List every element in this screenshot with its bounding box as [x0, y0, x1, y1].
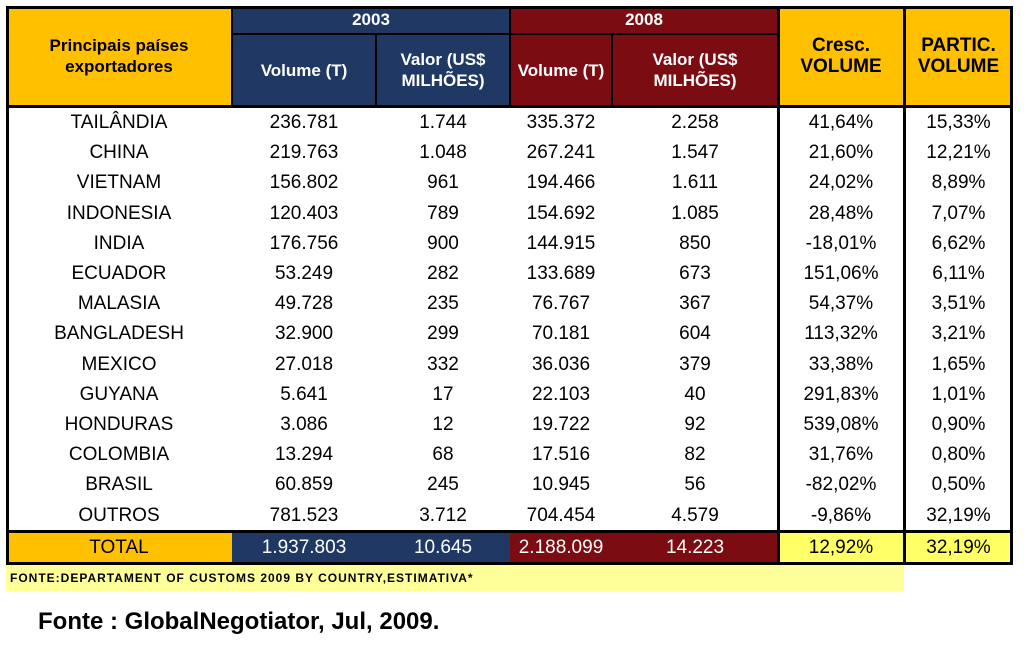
border-year: [232, 33, 778, 35]
cell-country: MEXICO: [81, 353, 157, 375]
total-partic: 32,19%: [904, 532, 1013, 564]
header-valor-2008: Valor (US$ MILHÕES): [612, 34, 778, 106]
cell-valor-2003: 12: [432, 414, 454, 436]
cell-volume-2008: 22.103: [531, 383, 591, 405]
cell-partic: 7,07%: [931, 202, 986, 224]
cell-valor-2003: 245: [427, 474, 459, 496]
cell-valor-2003: 1.048: [419, 142, 467, 164]
source-note: FONTE:DEPARTAMENT OF CUSTOMS 2009 BY COUNTRY,ESTIMATIVA*: [6, 565, 904, 591]
cell-volume-2003: 156.802: [269, 172, 339, 194]
cell-valor-2003: 3.712: [419, 504, 467, 526]
cell-partic: 1,01%: [931, 383, 986, 405]
cell-country: OUTROS: [78, 504, 160, 526]
cell-volume-2003: 781.523: [269, 504, 339, 526]
cell-volume-2003: 49.728: [274, 293, 334, 315]
cell-valor-2003: 332: [427, 353, 459, 375]
cell-valor-2008: 673: [679, 263, 711, 285]
cell-cresc: 24,02%: [808, 172, 874, 194]
cell-country: VIETNAM: [76, 172, 162, 194]
cell-volume-2003: 219.763: [269, 142, 339, 164]
total-valor-2008: 14.223: [612, 532, 778, 564]
cell-country: COLOMBIA: [68, 444, 170, 466]
cell-volume-2008: 335.372: [526, 112, 596, 134]
cell-volume-2008: 144.915: [526, 232, 596, 254]
cell-country: BANGLADESH: [54, 323, 184, 345]
cell-valor-2008: 2.258: [671, 112, 719, 134]
cell-cresc: 291,83%: [803, 383, 879, 405]
border-col1-header: [231, 6, 233, 108]
cell-valor-2008: 82: [684, 444, 706, 466]
header-partic-volume: PARTIC. VOLUME: [904, 6, 1013, 106]
cell-volume-2008: 19.722: [531, 414, 591, 436]
cell-cresc: 41,64%: [808, 112, 874, 134]
cell-volume-2008: 154.692: [526, 202, 596, 224]
cell-cresc: 54,37%: [808, 293, 874, 315]
cell-volume-2003: 13.294: [274, 444, 334, 466]
header-country: Principais países exportadores: [6, 6, 232, 106]
cell-valor-2008: 1.611: [671, 172, 719, 194]
cell-valor-2008: 92: [684, 414, 706, 436]
total-label: TOTAL: [6, 532, 232, 564]
cell-valor-2008: 4.579: [671, 504, 719, 526]
cell-valor-2008: 1.547: [671, 142, 719, 164]
cell-cresc: -9,86%: [810, 504, 872, 526]
cell-volume-2003: 3.086: [280, 414, 328, 436]
cell-cresc: -18,01%: [805, 232, 877, 254]
cell-valor-2003: 282: [427, 263, 459, 285]
cell-volume-2003: 53.249: [274, 263, 334, 285]
cell-valor-2003: 900: [427, 232, 459, 254]
total-volume-2003: 1.937.803: [232, 532, 376, 564]
cell-cresc: 113,32%: [804, 323, 878, 345]
cell-valor-2003: 789: [427, 202, 459, 224]
cell-volume-2003: 32.900: [274, 323, 334, 345]
cell-partic: 6,11%: [932, 263, 985, 285]
total-volume-2008: 2.188.099: [510, 532, 612, 564]
border-col3-header: [509, 6, 511, 108]
cell-partic: 3,51%: [931, 293, 986, 315]
header-valor-2003: Valor (US$ MILHÕES): [376, 34, 510, 106]
cell-country: GUYANA: [79, 383, 159, 405]
cell-volume-2008: 704.454: [526, 504, 596, 526]
cell-partic: 6,62%: [931, 232, 986, 254]
cell-country: ECUADOR: [71, 263, 167, 285]
cell-country: INDONESIA: [66, 202, 172, 224]
cell-volume-2008: 70.181: [531, 323, 591, 345]
cell-volume-2003: 120.403: [269, 202, 339, 224]
cell-valor-2008: 850: [679, 232, 711, 254]
cell-partic: 8,89%: [931, 172, 986, 194]
cell-volume-2003: 5.641: [280, 383, 328, 405]
cell-partic: 0,90%: [931, 414, 986, 436]
header-year-2003: 2003: [232, 6, 510, 34]
cell-volume-2003: 236.781: [269, 112, 339, 134]
border-left: [6, 6, 9, 565]
cell-volume-2008: 194.466: [526, 172, 596, 194]
total-valor-2003: 10.645: [376, 532, 510, 564]
cell-cresc: 31,76%: [808, 444, 874, 466]
cell-country: INDIA: [93, 232, 145, 254]
cell-valor-2008: 379: [679, 353, 711, 375]
border-total-top: [6, 530, 1013, 533]
cell-cresc: 539,08%: [803, 414, 879, 436]
cell-volume-2008: 10.945: [531, 474, 591, 496]
cell-country: CHINA: [89, 142, 149, 164]
cell-valor-2008: 604: [679, 323, 711, 345]
header-year-2008: 2008: [510, 6, 778, 34]
header-volume-2003: Volume (T): [232, 34, 376, 106]
header-volume-2008: Volume (T): [510, 34, 612, 106]
cell-volume-2008: 133.689: [526, 263, 596, 285]
cell-partic: 12,21%: [926, 142, 991, 164]
cell-volume-2003: 60.859: [274, 474, 334, 496]
cell-cresc: -82,02%: [805, 474, 877, 496]
cell-partic: 32,19%: [926, 504, 991, 526]
header-cresc-volume: Cresc. VOLUME: [778, 6, 904, 106]
cell-partic: 3,21%: [931, 323, 986, 345]
border-col4-header: [611, 34, 613, 108]
cell-volume-2008: 267.241: [526, 142, 596, 164]
cell-cresc: 28,48%: [808, 202, 874, 224]
cell-volume-2003: 176.756: [269, 232, 339, 254]
cell-volume-2008: 17.516: [531, 444, 591, 466]
cell-cresc: 151,06%: [803, 263, 879, 285]
cell-cresc: 21,60%: [808, 142, 874, 164]
cell-country: TAILÂNDIA: [70, 112, 168, 134]
cell-valor-2003: 235: [427, 293, 459, 315]
cell-cresc: 33,38%: [808, 353, 874, 375]
cell-country: HONDURAS: [64, 414, 174, 436]
cell-valor-2003: 68: [432, 444, 454, 466]
cell-partic: 1,65%: [931, 353, 986, 375]
cell-partic: 15,33%: [926, 112, 991, 134]
cell-valor-2003: 17: [432, 383, 454, 405]
source-caption: Fonte : GlobalNegotiator, Jul, 2009.: [38, 608, 440, 635]
border-col2-header: [375, 34, 377, 108]
cell-volume-2008: 36.036: [531, 353, 591, 375]
border-right: [1010, 6, 1013, 565]
cell-valor-2003: 1.744: [419, 112, 467, 134]
cell-volume-2003: 27.018: [274, 353, 334, 375]
cell-valor-2008: 367: [679, 293, 711, 315]
cell-valor-2003: 961: [427, 172, 459, 194]
cell-volume-2008: 76.767: [531, 293, 591, 315]
cell-country: BRASIL: [85, 474, 153, 496]
border-col5: [777, 6, 780, 565]
border-col6: [903, 6, 906, 565]
total-cresc: 12,92%: [778, 532, 904, 564]
export-table: [6, 6, 1013, 564]
cell-partic: 0,50%: [931, 474, 986, 496]
cell-valor-2003: 299: [427, 323, 459, 345]
cell-valor-2008: 1.085: [671, 202, 719, 224]
cell-country: MALASIA: [77, 293, 161, 315]
cell-valor-2008: 56: [684, 474, 706, 496]
cell-partic: 0,80%: [931, 444, 986, 466]
cell-valor-2008: 40: [684, 383, 706, 405]
